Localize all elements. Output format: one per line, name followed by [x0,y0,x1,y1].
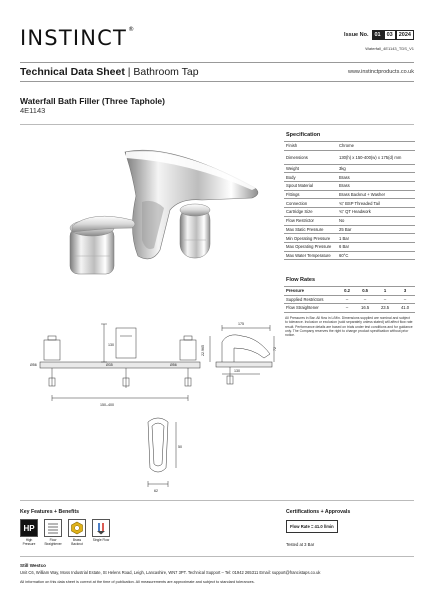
company-name: Still Westco [20,563,46,568]
flow-notes: All Pressures in Bar. All flow in L/Min. Dimensions supplied are nominal and subject to tolerance. Inclusion or exclusion (sold separately unless stated) will affect flow rate result. Performance details are based on trials under test conditions and for guidance only. The Company reserves the right to change product specification without prior notice. [285,316,413,338]
dim-label: Ø56 [30,363,37,367]
dim-label: 72 [273,347,277,351]
column-header: 1 [375,287,395,296]
divider [20,124,414,125]
spec-value: 25 Bar [337,225,415,234]
brass-backnut-icon [68,519,86,537]
table-row [284,304,415,313]
spec-value: Chrome [337,142,415,151]
row-label: Supplied Restrictors [284,295,339,304]
specification-table [284,141,415,260]
dim-label: 150–400 [100,403,114,407]
spec-key: Fittings [284,190,337,199]
table-cell: – [375,295,395,304]
table-cell: – [355,295,375,304]
spout-plan-view [148,418,176,487]
specification-title: Specification [286,132,321,138]
table-row [284,182,415,191]
flow-rates-table [284,286,415,313]
feature-item [20,519,38,546]
table-cell: – [395,295,415,304]
row-label: Flow Straightener [284,304,339,313]
issue-number-box [344,30,414,40]
spec-value: 6 Bar [337,242,415,251]
divider [20,556,414,557]
key-features-title: Key Features + Benefits [20,509,79,515]
spec-key: Max Operating Pressure [284,242,337,251]
dim-label: 62 [154,489,158,493]
table-cell: – [339,295,355,304]
table-cell: 23.5 [375,304,395,313]
table-row [284,216,415,225]
spec-value: 130(h) x 150-400(w) x 175(d) mm [337,150,415,164]
table-row [284,225,415,234]
sheet-title-main: Technical Data Sheet [20,66,125,78]
spec-key: Max Water Temperature [284,251,337,260]
feature-caption: Brass Backnut [71,538,83,546]
registered-mark: ® [128,26,136,33]
product-code: 4E1143 [20,106,46,115]
feature-item [68,519,86,546]
table-row [284,208,415,217]
table-row [284,251,415,260]
spec-key: Flow Restrictor [284,216,337,225]
feature-caption: Single Flow [92,538,110,542]
dim-label: Ø56 [170,363,177,367]
column-header: 0.2 [339,287,355,296]
feature-caption: Flow Straightener [44,538,62,546]
document-reference: Waterfall_4E1143_TDS_V1 [365,46,414,51]
table-cell: – [339,304,355,313]
spec-value: ¾" QT Headwork [337,208,415,217]
product-photo [20,128,278,288]
table-row [284,234,415,243]
table-row [284,150,415,164]
table-row [284,164,415,173]
issue-month: 03 [384,30,396,40]
dim-label: 130 [108,343,114,347]
issue-no: 01 [372,30,384,40]
table-row [284,142,415,151]
table-row [284,173,415,182]
divider [20,500,414,501]
table-row [284,199,415,208]
product-name: Waterfall Bath Filler (Three Taphole) [20,96,165,106]
spec-value: Brass Backnut + Washer [337,190,415,199]
spec-value: No [337,216,415,225]
brand-text: INSTINCT [20,26,128,50]
website-link[interactable]: www.instinctproducts.co.uk [347,69,414,75]
dim-label: 50 [178,445,182,449]
dim-label: 175 [238,322,244,326]
hp-badge: HP [23,523,35,533]
spec-key: Max Static Pressure [284,225,337,234]
column-header: 3 [395,287,415,296]
flow-straightener-icon [44,519,62,537]
disclaimer: All information on this data sheet is correct at the time of publication. All measurements are approximate and subject to standard tolerances. [20,580,255,584]
feature-icons [20,519,110,546]
dim-label: 22.965 [201,345,205,356]
spec-key: Body [284,173,337,182]
table-row [284,242,415,251]
sheet-title: Technical Data Sheet | Bathroom Tap [20,66,199,78]
high-pressure-icon [20,519,38,537]
feature-item [44,519,62,546]
technical-drawings [20,318,280,498]
spec-key: Connection [284,199,337,208]
column-header: Pressure [284,287,339,296]
flow-rates-title: Flow Rates [286,277,316,283]
brand-logo [20,26,135,50]
left-handle [70,216,135,274]
spec-value: 1 Bar [337,234,415,243]
title-bar [20,62,414,82]
spec-key: Cartridge Size [284,208,337,217]
dim-label: Ø35 [106,363,113,367]
table-row [284,190,415,199]
spec-key: Weight [284,164,337,173]
spec-value: Brass [337,173,415,182]
issue-year: 2024 [396,30,414,40]
certifications-title: Certifications + Approvals [286,509,351,515]
right-handle [180,204,210,258]
column-header: 0.5 [355,287,375,296]
single-flow-icon [92,519,110,537]
spec-key: Dimensions [284,150,337,164]
certification-note: Tested at 3 Bar [286,542,315,547]
feature-caption: High Pressure [22,538,36,546]
sheet-title-sub: Bathroom Tap [133,66,199,78]
table-row [284,295,415,304]
spec-value: 60°C [337,251,415,260]
issue-label: Issue No. [344,32,369,38]
dim-label: 130 [234,369,240,373]
spec-value: 3kg [337,164,415,173]
table-cell: 41.0 [395,304,415,313]
flow-rate-badge: Flow Rate = 41.0 l/min [286,520,338,533]
table-header-row [284,287,415,296]
spec-value: Brass [337,182,415,191]
side-elevation [210,325,274,384]
company-address: Unit C6, William Way, Moss Industrial Estate, St Helens Road, Leigh, Lancashire, WN7 3PT. Technical Support – Tel: 01942 265311 Email: support@francistaps.co.uk [20,570,321,575]
feature-item [92,519,110,546]
spec-key: Finish [284,142,337,151]
spec-value: ¾" BSP Threaded Tail [337,199,415,208]
spec-key: Spout Material [284,182,337,191]
table-cell: 16.5 [355,304,375,313]
spec-key: Min Operating Pressure [284,234,337,243]
